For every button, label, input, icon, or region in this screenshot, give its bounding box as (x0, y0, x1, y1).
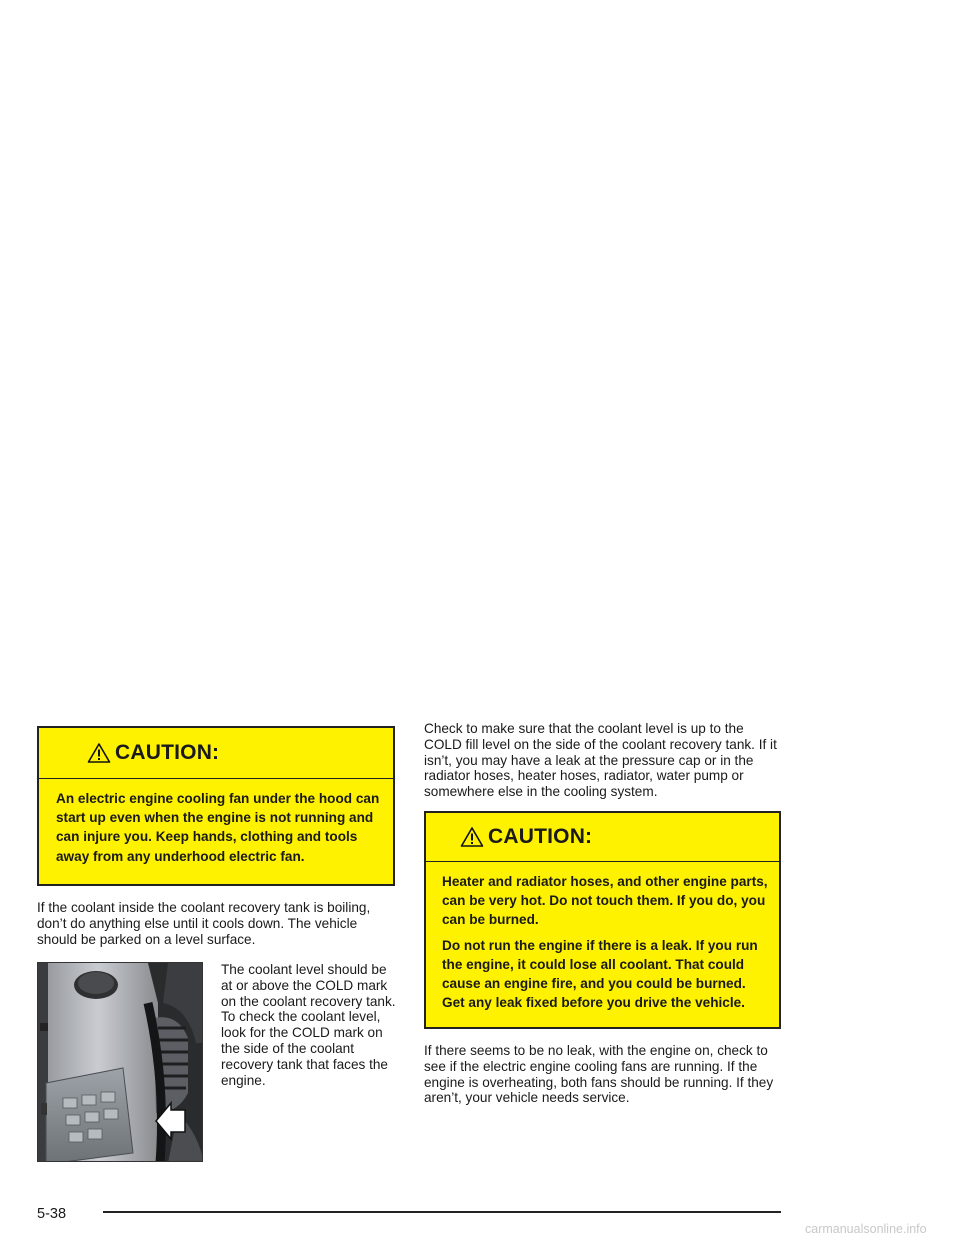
caution-title: CAUTION: (115, 741, 220, 764)
caution-header (426, 813, 779, 862)
check-coolant-paragraph: Check to make sure that the coolant level is up to the COLD fill level on the side of the coolant recovery tank. If it isn’t, you may have a leak at the pressure cap or in the radiator hoses, heater hoses, radiator, water pump or somewhere else in the cooling system. (424, 721, 777, 800)
fans-check-paragraph: If there seems to be no leak, with the engine on, check to see if the electric engine cooling fans are running. If the engine is overheating, both fans should be running. If they aren’t, your vehicle needs service. (424, 1043, 774, 1106)
page-number: 5-38 (37, 1206, 67, 1222)
coolant-level-paragraph: The coolant level should be at or above the COLD mark on the coolant recovery tank. To check the coolant level, look for the COLD mark on the side of the coolant recovery tank that faces the engine. (221, 962, 396, 1088)
footer-rule (103, 1211, 781, 1213)
caution-text: An electric engine cooling fan under the hood can start up even when the engine is not running and can injure you. Keep hands, clothing and tools away from any underhood electric fan. (56, 791, 380, 864)
caution-text-leak: Do not run the engine if there is a leak. If you run the engine, it could lose all coolant. That could cause an engine fire, and you could be burned. Get any leak fixed before you drive the vehicle. (442, 937, 758, 1011)
caution-title: CAUTION: (488, 825, 593, 848)
coolant-recovery-tank-photo (37, 962, 203, 1162)
caution-body (39, 779, 393, 866)
caution-text-hot-parts: Heater and radiator hoses, and other engine parts, can be very hot. Do not touch them. If you do, you can be burned. (442, 874, 768, 928)
warning-triangle-icon (87, 742, 111, 764)
boiling-coolant-paragraph: If the coolant inside the coolant recovery tank is boiling, don’t do anything else until it cools down. The vehicle should be parked on a level surface. (37, 900, 371, 947)
engine-compartment-image (38, 963, 203, 1162)
warning-triangle-icon (460, 826, 484, 848)
caution-body (426, 862, 779, 1012)
caution-box-hoses (424, 811, 781, 1029)
caution-header (39, 728, 393, 779)
caution-box-fan (37, 726, 395, 886)
watermark: carmanualsonline.info (805, 1222, 927, 1236)
